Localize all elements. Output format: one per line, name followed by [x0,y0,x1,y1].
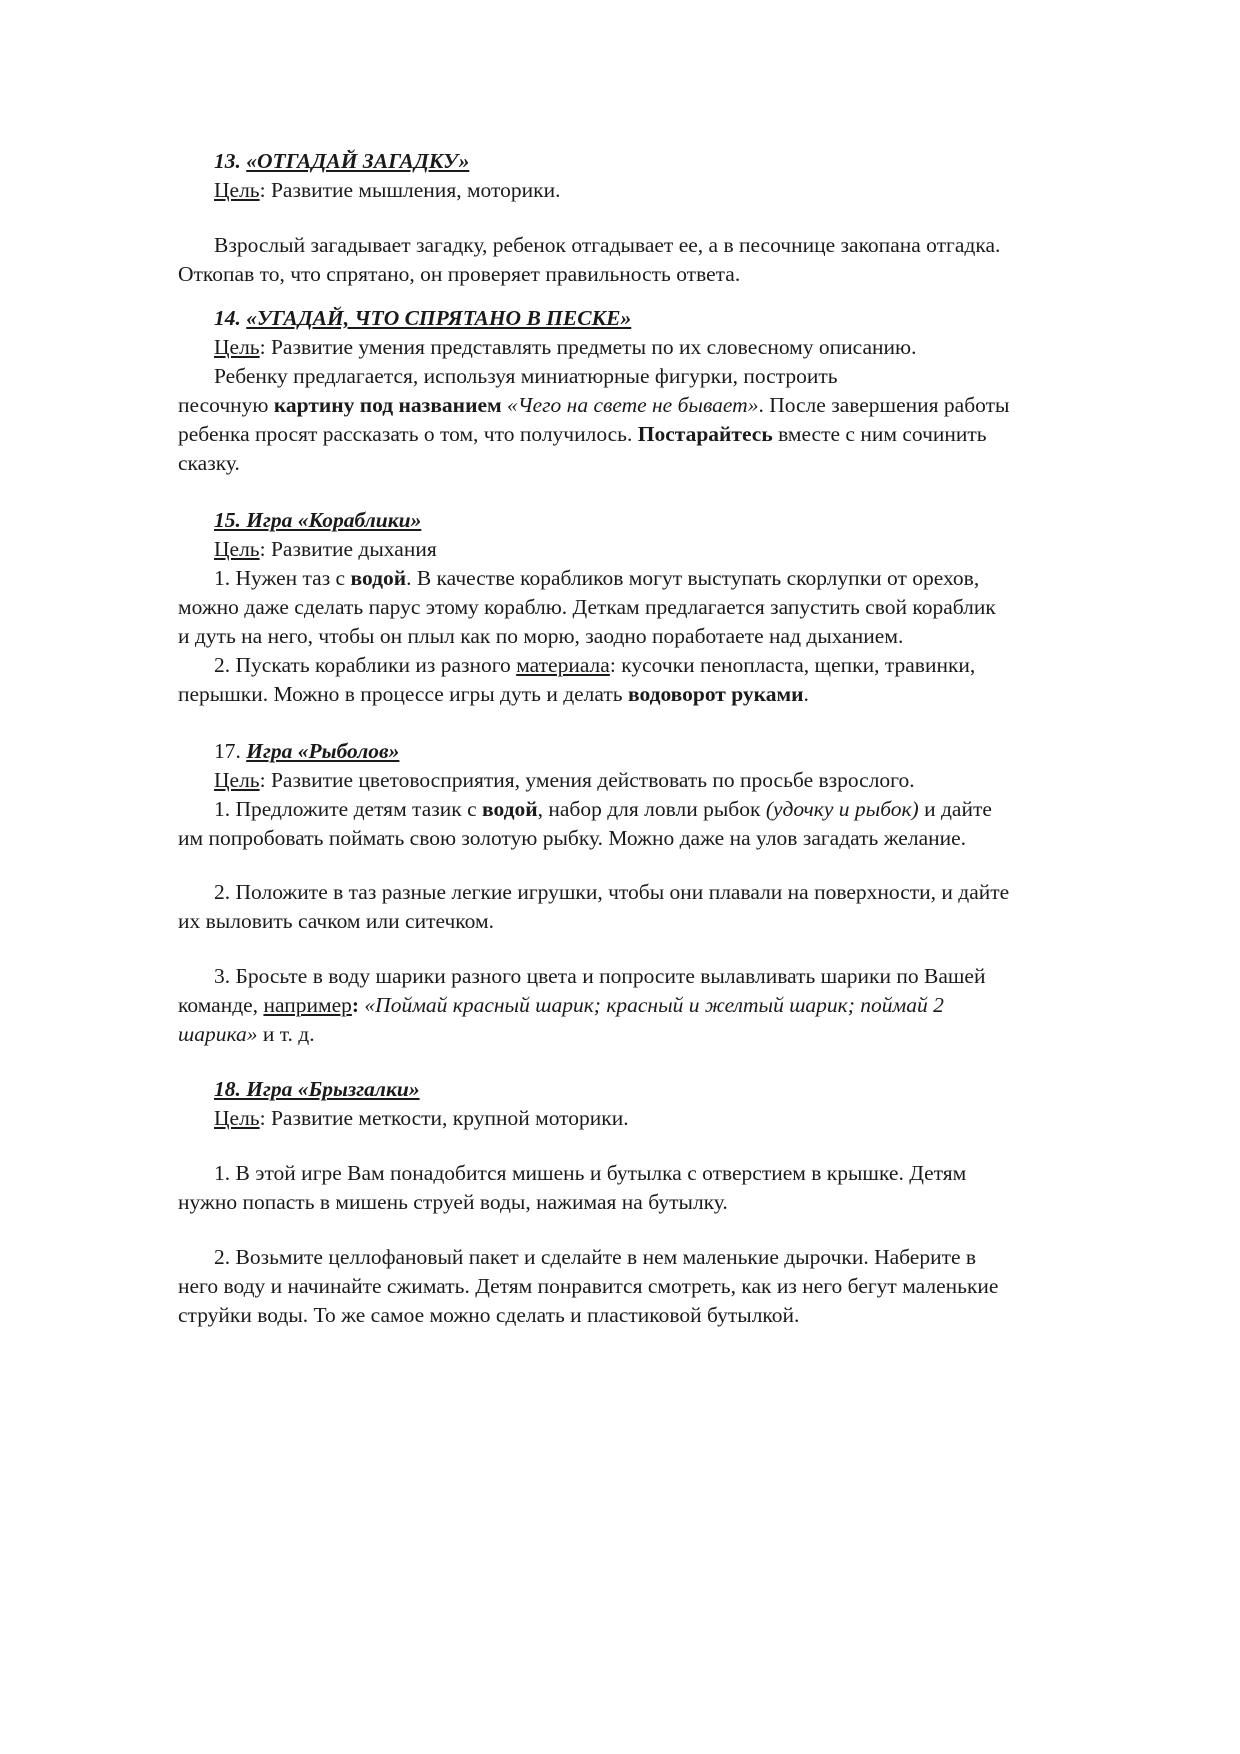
section-14-title: 14. «УГАДАЙ, ЧТО СПРЯТАНО В ПЕСКЕ» [214,306,632,330]
section-17-title: 17. Игра «Рыболов» [214,739,400,763]
paragraph-line: 2. Положите в таз разные легкие игрушки, чтобы они плавали на поверхности, и дайте [214,880,1010,904]
section-18-goal: Цель: Развитие меткости, крупной моторики. [214,1106,629,1130]
paragraph-line: него воду и начинайте сжимать. Детям понравится смотреть, как из него бегут маленькие [178,1274,999,1298]
paragraph-line: 2. Пускать кораблики из разного материала: кусочки пенопласта, щепки, травинки, [214,653,976,677]
paragraph-line: струйки воды. То же самое можно сделать и пластиковой бутылкой. [178,1303,800,1327]
paragraph-line: и дуть на него, чтобы он плыл как по морю, заодно поработаете над дыханием. [178,624,904,648]
section-13-goal: Цель: Развитие мышления, моторики. [214,178,561,202]
paragraph-line: их выловить сачком или ситечком. [178,909,494,933]
paragraph-line: ребенка просят рассказать о том, что получилось. Постарайтесь вместе с ним сочинить [178,422,987,446]
section-17-goal: Цель: Развитие цветовосприятия, умения действовать по просьбе взрослого. [214,768,915,792]
section-13-title: 13. «ОТГАДАЙ ЗАГАДКУ» [214,149,470,173]
paragraph-line: Ребенку предлагается, используя миниатюрные фигурки, построить [214,364,838,388]
section-18-title: 18. Игра «Брызгалки» [214,1077,420,1101]
paragraph-line: 2. Возьмите целлофановый пакет и сделайте в нем маленькие дырочки. Наберите в [214,1245,977,1269]
paragraph-line: 1. Нужен таз с водой. В качестве корабликов могут выступать скорлупки от орехов, [214,566,980,590]
paragraph-line: можно даже сделать парус этому кораблю. Деткам предлагается запустить свой кораблик [178,595,996,619]
paragraph-line: перышки. Можно в процессе игры дуть и делать водоворот руками. [178,682,809,706]
section-15-goal: Цель: Развитие дыхания [214,537,437,561]
paragraph-line: команде, например: «Поймай красный шарик; красный и желтый шарик; поймай 2 [178,993,944,1017]
section-15-title: 15. Игра «Кораблики» [214,508,422,532]
section-14-goal: Цель: Развитие умения представлять предметы по их словесному описанию. [214,335,917,359]
paragraph-line: им попробовать поймать свою золотую рыбку. Можно даже на улов загадать желание. [178,826,967,850]
paragraph-line: нужно попасть в мишень струей воды, нажимая на бутылку. [178,1190,728,1214]
paragraph-line: 1. Предложите детям тазик с водой, набор для ловли рыбок (удочку и рыбок) и дайте [214,797,992,821]
paragraph-line: шарика» и т. д. [178,1022,315,1046]
paragraph-line: 3. Бросьте в воду шарики разного цвета и попросите вылавливать шарики по Вашей [214,964,986,988]
paragraph-line: песочную картину под названием «Чего на свете не бывает». После завершения работы [178,393,1010,417]
paragraph-line: 1. В этой игре Вам понадобится мишень и бутылка с отверстием в крышке. Детям [214,1161,967,1185]
paragraph-line: Откопав то, что спрятано, он проверяет правильность ответа. [178,262,741,286]
paragraph-line: Взрослый загадывает загадку, ребенок отгадывает ее, а в песочнице закопана отгадка. [214,233,1001,257]
paragraph-line: сказку. [178,451,240,475]
